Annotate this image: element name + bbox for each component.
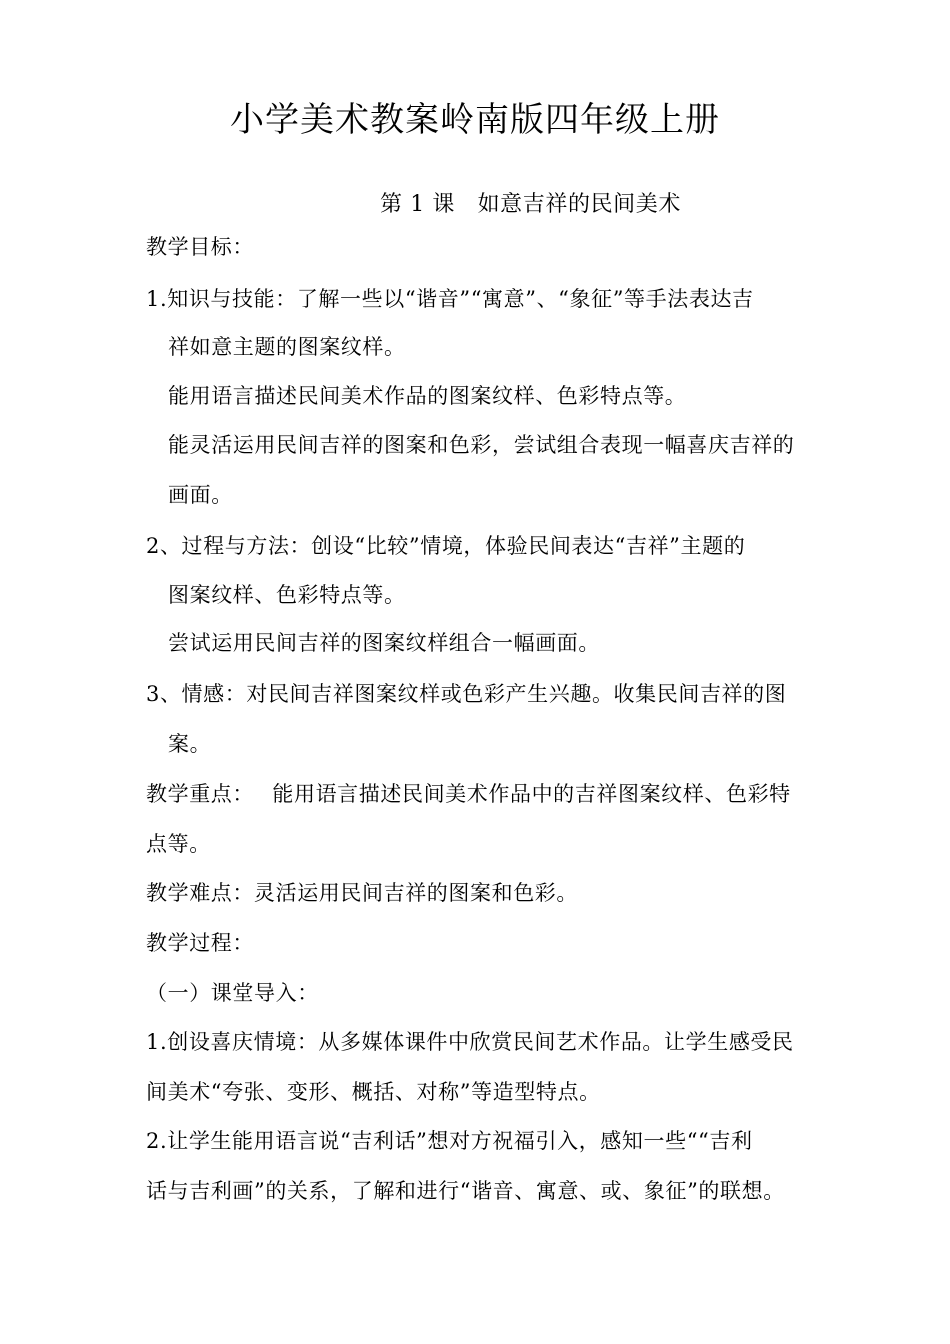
section-heading-objectives: 教学目标： [146, 235, 254, 259]
paragraph-line: 图案纹样、色彩特点等。 [168, 583, 406, 607]
paragraph-line: 1.创设喜庆情境：从多媒体课件中欣赏民间艺术作品。让学生感受民 [146, 1030, 794, 1054]
paragraph-line: 2.让学生能用语言说“吉利话”想对方祝福引入，感知一些““吉利 [146, 1129, 753, 1153]
paragraph-line: 能灵活运用民间吉祥的图案和色彩，尝试组合表现一幅喜庆吉祥的 [168, 433, 795, 457]
paragraph-line: 祥如意主题的图案纹样。 [168, 335, 406, 359]
paragraph-line: 尝试运用民间吉祥的图案纹样组合一幅画面。 [168, 631, 600, 655]
paragraph-line: 案。 [168, 732, 212, 756]
paragraph-line: 能用语言描述民间美术作品的图案纹样、色彩特点等。 [168, 384, 687, 408]
subsection-heading-intro: （一）课堂导入： [146, 981, 319, 1005]
paragraph-line: 画面。 [168, 483, 233, 507]
paragraph-line: 1.知识与技能：了解一些以“谐音”“寓意”、“象征”等手法表达吉 [146, 287, 754, 311]
paragraph-line: 2、过程与方法：创设“比较”情境，体验民间表达“吉祥”主题的 [146, 534, 746, 558]
paragraph-line: 3、情感：对民间吉祥图案纹样或色彩产生兴趣。收集民间吉祥的图 [146, 682, 787, 706]
lesson-title: 第 1 课 如意吉祥的民间美术 [380, 192, 681, 217]
paragraph-line: 话与吉利画”的关系，了解和进行“谐音、寓意、或、象征”的联想。 [146, 1179, 785, 1203]
section-heading-key-points: 教学重点： 能用语言描述民间美术作品中的吉祥图案纹样、色彩特 [146, 782, 791, 806]
document-title: 小学美术教案岭南版四年级上册 [230, 100, 720, 140]
paragraph-line: 间美术“夸张、变形、概括、对称”等造型特点。 [146, 1080, 601, 1104]
paragraph-line: 点等。 [146, 832, 211, 856]
section-heading-process: 教学过程： [146, 931, 254, 955]
section-heading-difficulties: 教学难点：灵活运用民间吉祥的图案和色彩。 [146, 881, 578, 905]
